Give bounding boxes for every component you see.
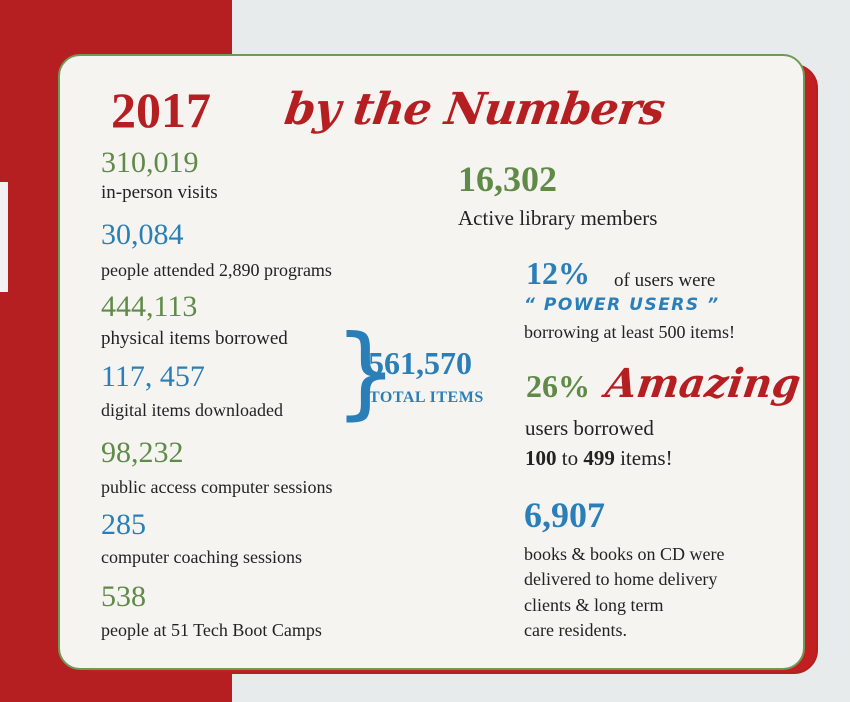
power-line1: of users were	[614, 270, 716, 291]
background-notch	[0, 182, 8, 292]
power-percent: 12%	[526, 255, 590, 291]
members-label: Active library members	[458, 206, 658, 230]
delivery-line1: books & books on CD were	[524, 544, 725, 564]
power-users-highlight: “ POWER USERS ”	[524, 295, 720, 315]
script-title: by the Numbers	[281, 84, 668, 135]
stat-label-coaching: computer coaching sessions	[101, 547, 302, 567]
amazing-range-low: 100	[525, 446, 557, 470]
stat-label-bootcamps: people at 51 Tech Boot Camps	[101, 620, 322, 640]
stat-number-visits: 310,019	[101, 146, 199, 179]
amazing-line1: users borrowed	[525, 416, 654, 440]
stat-number-computer: 98,232	[101, 436, 184, 469]
amazing-range-to: to	[556, 446, 584, 470]
stat-number-coaching: 285	[101, 508, 146, 541]
brace-icon: }	[334, 313, 398, 430]
stat-label-computer: public access computer sessions	[101, 477, 333, 497]
stat-label-programs: people attended 2,890 programs	[101, 260, 332, 280]
delivery-line2: delivered to home delivery	[524, 569, 718, 589]
stat-number-digital: 117, 457	[101, 360, 205, 393]
members-number: 16,302	[458, 159, 557, 199]
delivery-number: 6,907	[524, 495, 605, 535]
stat-number-bootcamps: 538	[101, 580, 146, 613]
delivery-line3: clients & long term	[524, 595, 664, 615]
amazing-script: Amazing	[602, 360, 804, 407]
year-title: 2017	[111, 82, 211, 138]
stat-number-programs: 30,084	[101, 218, 184, 251]
stat-label-physical: physical items borrowed	[101, 328, 288, 349]
stat-number-physical: 444,113	[101, 290, 198, 323]
total-items-number: 561,570	[368, 345, 472, 381]
amazing-percent: 26%	[526, 368, 590, 404]
amazing-range-high: 499	[583, 446, 615, 470]
amazing-line2	[525, 446, 673, 471]
power-line3: borrowing at least 500 items!	[524, 322, 735, 342]
total-items-label: TOTAL ITEMS	[369, 389, 484, 406]
amazing-range-end: items!	[614, 446, 673, 470]
stat-label-visits: in-person visits	[101, 182, 218, 203]
delivery-line4: care residents.	[524, 620, 627, 640]
stat-label-digital: digital items downloaded	[101, 400, 283, 420]
